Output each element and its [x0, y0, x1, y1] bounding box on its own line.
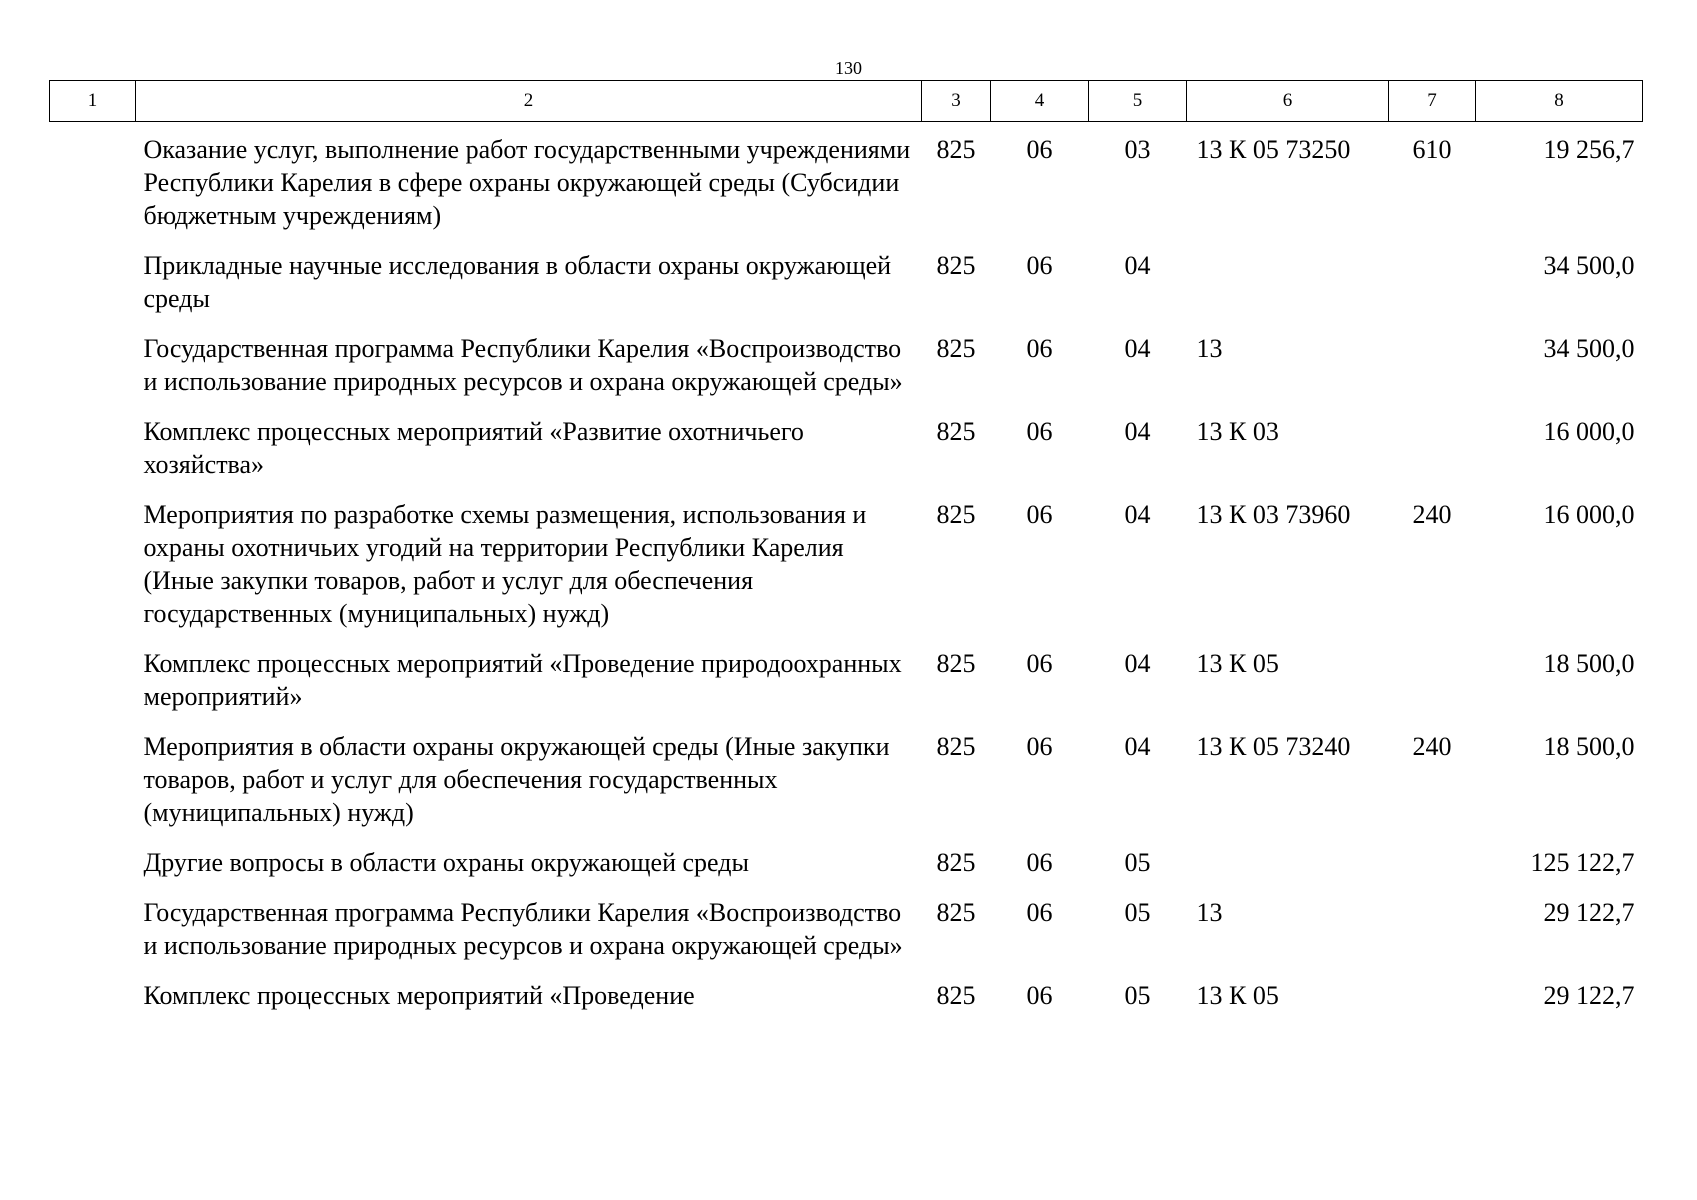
budget-table [49, 80, 1643, 1018]
item-name: Оказание услуг, выполнение работ государственными учреждениями Республики Карелия в сфере охраны окружающей среды (Субсидии бюджетным учреждениям) [143, 135, 911, 230]
page-number: 130 [835, 58, 862, 78]
row-index-cell [50, 238, 136, 321]
row-index-cell [50, 968, 136, 1018]
target-article-code: 13 К 05 [1196, 649, 1279, 678]
expense-type-code: 240 [1412, 500, 1452, 529]
section-code: 06 [1026, 848, 1053, 877]
row-index-cell [50, 321, 136, 404]
department-code: 825 [936, 898, 976, 927]
subsection-code: 04 [1124, 649, 1151, 678]
item-name: Другие вопросы в области охраны окружающей среды [143, 848, 749, 877]
target-article-code [1187, 238, 1389, 321]
subsection-code: 03 [1124, 135, 1151, 164]
amount-value: 34 500,0 [1543, 251, 1635, 280]
item-name: Прикладные научные исследования в области охраны окружающей среды [143, 251, 892, 313]
section-code: 06 [1026, 500, 1053, 529]
table-body [50, 122, 1643, 1019]
row-index-cell [50, 719, 136, 835]
expense-type-code [1389, 968, 1476, 1018]
table-row [50, 404, 1643, 487]
target-article-code: 13 К 05 [1196, 981, 1279, 1010]
column-header-6: 6 [1187, 81, 1389, 122]
row-index-cell [50, 835, 136, 885]
amount-value: 29 122,7 [1543, 898, 1635, 927]
target-article-code: 13 К 03 73960 [1196, 500, 1351, 529]
column-header-2: 2 [136, 81, 922, 122]
amount-value: 18 500,0 [1543, 649, 1635, 678]
amount-value: 18 500,0 [1543, 732, 1635, 761]
row-index-cell [50, 636, 136, 719]
subsection-code: 04 [1124, 732, 1151, 761]
expense-type-code [1389, 238, 1476, 321]
column-header-3: 3 [922, 81, 991, 122]
item-name: Государственная программа Республики Карелия «Воспроизводство и использование природных ресурсов и охрана окружающей среды» [143, 898, 903, 960]
column-header-7: 7 [1389, 81, 1476, 122]
department-code: 825 [936, 334, 976, 363]
expense-type-code: 240 [1412, 732, 1452, 761]
table-row [50, 835, 1643, 885]
expense-type-code: 610 [1412, 135, 1452, 164]
column-number-row [50, 81, 1643, 122]
target-article-code [1187, 835, 1389, 885]
row-index-cell [50, 404, 136, 487]
subsection-code: 04 [1124, 500, 1151, 529]
department-code: 825 [936, 981, 976, 1010]
column-header-4: 4 [991, 81, 1089, 122]
section-code: 06 [1026, 334, 1053, 363]
table-row [50, 636, 1643, 719]
item-name: Комплекс процессных мероприятий «Развитие охотничьего хозяйства» [143, 417, 804, 479]
department-code: 825 [936, 732, 976, 761]
target-article-code: 13 [1196, 898, 1223, 927]
target-article-code: 13 К 05 73250 [1196, 135, 1351, 164]
expense-type-code [1389, 636, 1476, 719]
expense-type-code [1389, 835, 1476, 885]
amount-value: 16 000,0 [1543, 417, 1635, 446]
section-code: 06 [1026, 135, 1053, 164]
department-code: 825 [936, 649, 976, 678]
amount-value: 34 500,0 [1543, 334, 1635, 363]
section-code: 06 [1026, 251, 1053, 280]
table-row [50, 321, 1643, 404]
subsection-code: 05 [1124, 898, 1151, 927]
table-header [50, 81, 1643, 122]
subsection-code: 05 [1124, 981, 1151, 1010]
item-name: Государственная программа Республики Карелия «Воспроизводство и использование природных ресурсов и охрана окружающей среды» [143, 334, 903, 396]
expense-type-code [1389, 321, 1476, 404]
target-article-code: 13 [1196, 334, 1223, 363]
row-index-cell [50, 885, 136, 968]
table-row [50, 968, 1643, 1018]
department-code: 825 [936, 135, 976, 164]
subsection-code: 05 [1124, 848, 1151, 877]
table-row [50, 719, 1643, 835]
column-header-1: 1 [50, 81, 136, 122]
item-name: Комплекс процессных мероприятий «Проведение природоохранных мероприятий» [143, 649, 902, 711]
subsection-code: 04 [1124, 251, 1151, 280]
amount-value: 125 122,7 [1530, 848, 1635, 877]
section-code: 06 [1026, 417, 1053, 446]
table-row [50, 487, 1643, 636]
target-article-code: 13 К 05 73240 [1196, 732, 1351, 761]
amount-value: 16 000,0 [1543, 500, 1635, 529]
subsection-code: 04 [1124, 417, 1151, 446]
section-code: 06 [1026, 649, 1053, 678]
amount-value: 29 122,7 [1543, 981, 1635, 1010]
department-code: 825 [936, 251, 976, 280]
department-code: 825 [936, 500, 976, 529]
subsection-code: 04 [1124, 334, 1151, 363]
department-code: 825 [936, 848, 976, 877]
item-name: Мероприятия в области охраны окружающей среды (Иные закупки товаров, работ и услуг для обеспечения государственных (муниципальных) нужд) [143, 732, 890, 827]
amount-value: 19 256,7 [1543, 135, 1635, 164]
expense-type-code [1389, 404, 1476, 487]
section-code: 06 [1026, 732, 1053, 761]
expense-type-code [1389, 885, 1476, 968]
item-name: Комплекс процессных мероприятий «Проведение [143, 981, 695, 1010]
column-header-8: 8 [1476, 81, 1643, 122]
column-header-5: 5 [1089, 81, 1187, 122]
section-code: 06 [1026, 898, 1053, 927]
table-row [50, 122, 1643, 239]
row-index-cell [50, 122, 136, 239]
department-code: 825 [936, 417, 976, 446]
section-code: 06 [1026, 981, 1053, 1010]
target-article-code: 13 К 03 [1196, 417, 1279, 446]
item-name: Мероприятия по разработке схемы размещения, использования и охраны охотничьих угодий на территории Республики Карелия (Иные закупки товаров, работ и услуг для обеспечения государственных (муниципальных) нужд) [143, 500, 867, 628]
table-row [50, 885, 1643, 968]
row-index-cell [50, 487, 136, 636]
table-row [50, 238, 1643, 321]
